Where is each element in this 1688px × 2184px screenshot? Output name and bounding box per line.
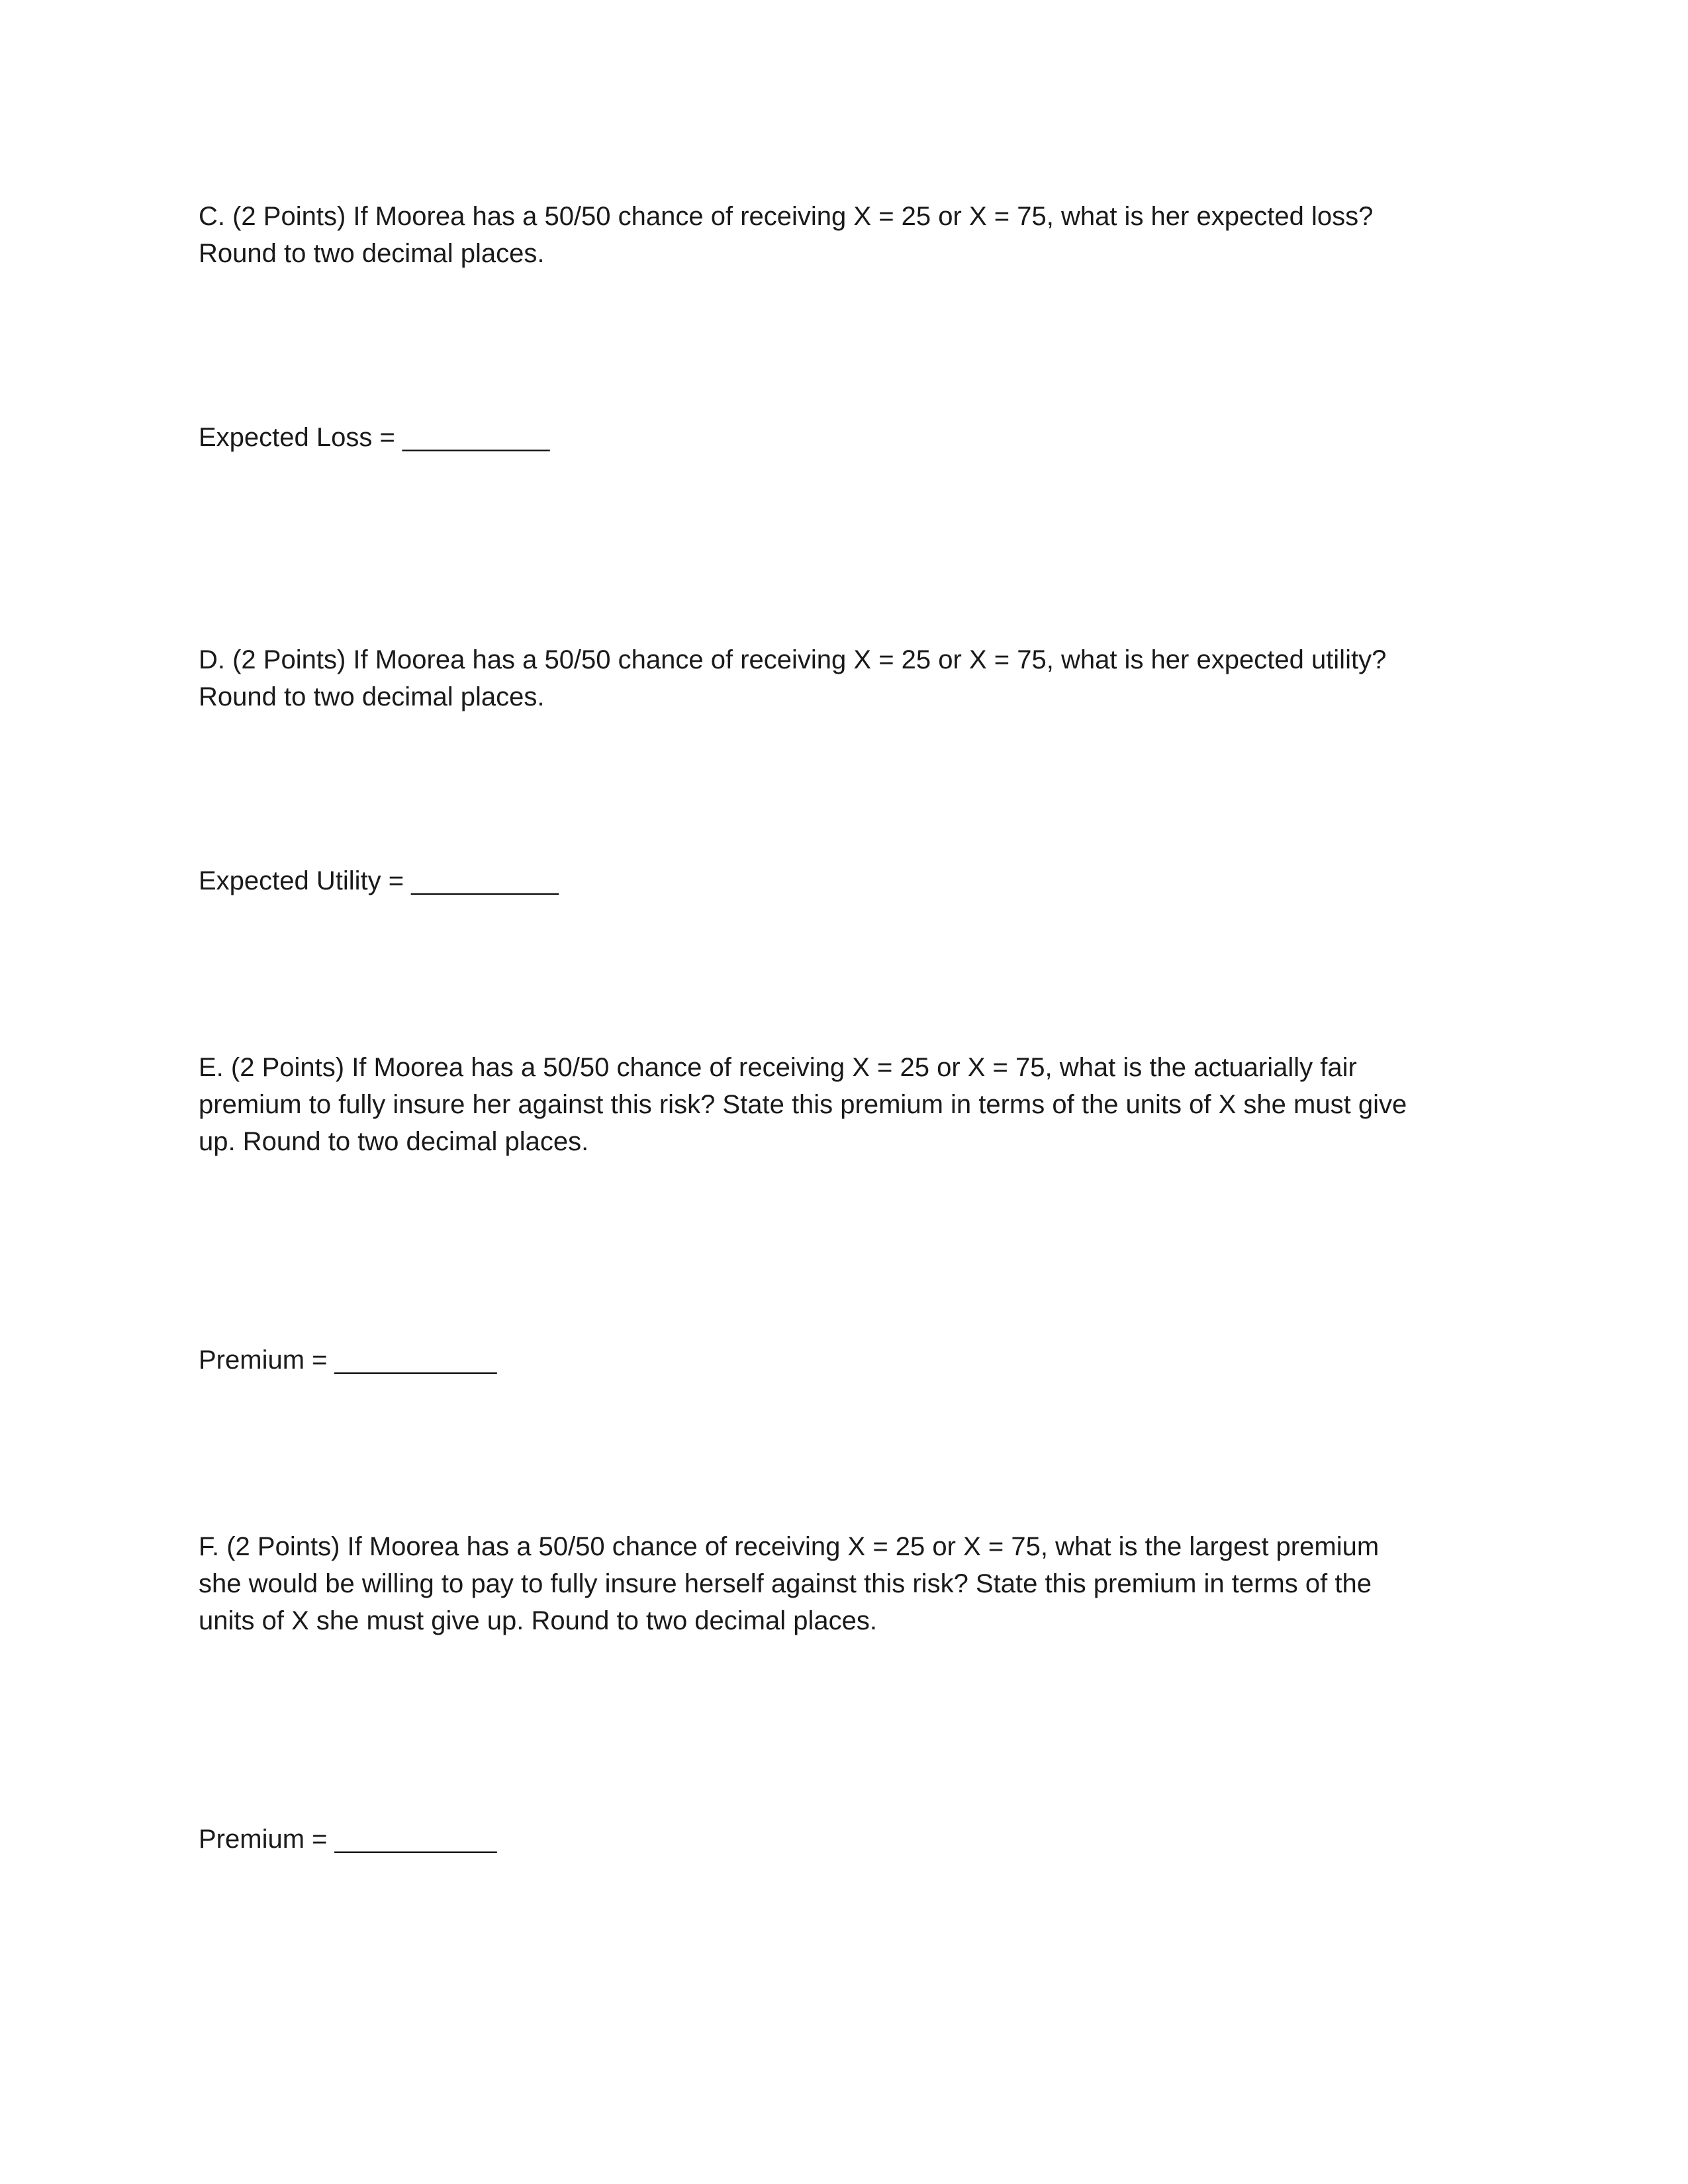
question-f-text: F. (2 Points) If Moorea has a 50/50 chance of receiving X = 25 or X = 75, what is the largest premium she would be willing to pay to fully insure herself against this risk? State this premium in terms of the units of X she must give up. Round to two decimal places. [199, 1532, 1380, 1635]
question-c-answer-blank: __________ [402, 423, 550, 452]
question-c-text: C. (2 Points) If Moorea has a 50/50 chance of receiving X = 25 or X = 75, what is her expected loss? Round to two decimal places. [199, 202, 1374, 268]
question-d-text: D. (2 Points) If Moorea has a 50/50 chance of receiving X = 25 or X = 75, what is her expected utility? Round to two decimal places. [199, 645, 1387, 711]
question-d-answer-blank: __________ [411, 866, 559, 895]
question-f-answer-line [199, 1821, 496, 1858]
question-c-answer-label: Expected Loss = [199, 423, 402, 452]
question-f-answer-blank: ___________ [334, 1825, 497, 1854]
question-e-text: E. (2 Points) If Moorea has a 50/50 chance of receiving X = 25 or X = 75, what is the actuarially fair premium to fully insure her against this risk? State this premium in terms of the units of X she must give up. Round to two decimal places. [199, 1053, 1407, 1156]
question-d-answer-line [199, 862, 559, 899]
question-e-answer-label: Premium = [199, 1345, 335, 1375]
question-c-answer-line [199, 419, 549, 456]
question-e-answer-blank: ___________ [334, 1345, 497, 1375]
question-f-answer-label: Premium = [199, 1825, 335, 1854]
question-d-answer-label: Expected Utility = [199, 866, 412, 895]
question-e-answer-line [199, 1342, 496, 1379]
